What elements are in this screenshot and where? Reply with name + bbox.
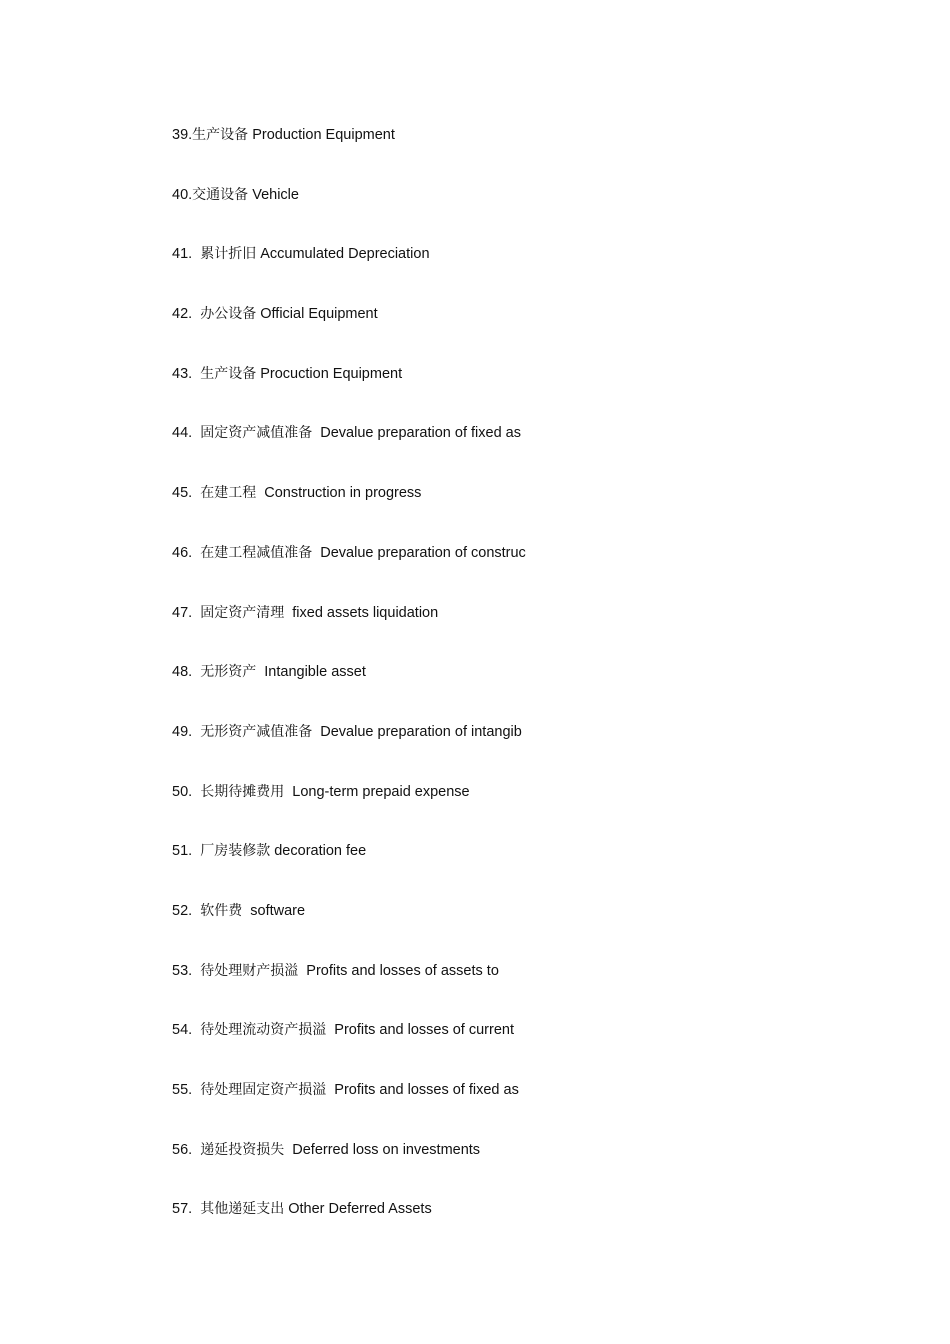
item-number: 50. bbox=[172, 783, 201, 800]
item-number: 45. bbox=[172, 485, 201, 502]
item-english-term: Intangible asset bbox=[256, 664, 366, 681]
item-chinese-term: 生产设备 bbox=[192, 127, 249, 143]
item-number: 46. bbox=[172, 544, 201, 561]
item-chinese-term: 递延投资损失 bbox=[200, 1141, 285, 1158]
account-list bbox=[172, 125, 872, 1259]
list-item bbox=[172, 483, 872, 543]
item-chinese-term: 软件费 bbox=[200, 902, 243, 919]
list-item bbox=[172, 364, 872, 424]
item-english-term: Procuction Equipment bbox=[256, 365, 403, 382]
list-item bbox=[172, 304, 872, 364]
item-number: 48. bbox=[172, 664, 201, 681]
item-chinese-term: 待处理固定资产损溢 bbox=[200, 1082, 327, 1098]
item-english-term: Devalue preparation of intangib bbox=[312, 723, 522, 740]
item-english-term: decoration fee bbox=[270, 843, 367, 860]
item-english-term: software bbox=[242, 902, 306, 919]
list-item bbox=[172, 244, 872, 304]
list-item bbox=[172, 901, 872, 961]
item-english-term: Long-term prepaid expense bbox=[284, 783, 470, 800]
item-chinese-term: 无形资产减值准备 bbox=[200, 723, 313, 740]
list-item bbox=[172, 1140, 872, 1200]
item-number: 43. bbox=[172, 365, 201, 382]
item-chinese-term: 其他递延支出 bbox=[200, 1201, 285, 1218]
item-chinese-term: 固定资产清理 bbox=[200, 604, 285, 621]
item-english-term: Accumulated Depreciation bbox=[256, 246, 430, 263]
item-chinese-term: 待处理财产损溢 bbox=[200, 962, 299, 979]
list-item bbox=[172, 603, 872, 663]
item-number: 51. bbox=[172, 843, 201, 860]
item-number: 49. bbox=[172, 723, 201, 740]
item-chinese-term: 无形资产 bbox=[200, 664, 257, 681]
item-english-term: Devalue preparation of fixed as bbox=[312, 425, 521, 442]
item-chinese-term: 在建工程 bbox=[200, 485, 257, 502]
list-item bbox=[172, 1020, 872, 1080]
item-number: 44. bbox=[172, 425, 201, 442]
item-english-term: Profits and losses of current bbox=[326, 1022, 514, 1039]
item-chinese-term: 交通设备 bbox=[192, 186, 249, 203]
item-chinese-term: 办公设备 bbox=[200, 306, 257, 323]
list-item bbox=[172, 185, 872, 245]
item-chinese-term: 厂房装修款 bbox=[200, 843, 271, 860]
item-chinese-term: 长期待摊费用 bbox=[200, 783, 285, 800]
item-english-term: Official Equipment bbox=[256, 306, 378, 323]
item-chinese-term: 累计折旧 bbox=[200, 246, 257, 263]
item-english-term: Profits and losses of assets to bbox=[298, 962, 499, 979]
item-english-term: Deferred loss on investments bbox=[284, 1141, 481, 1158]
item-english-term: Profits and losses of fixed as bbox=[326, 1082, 519, 1098]
item-number: 53. bbox=[172, 962, 201, 979]
list-item bbox=[172, 662, 872, 722]
item-chinese-term: 固定资产减值准备 bbox=[200, 425, 313, 442]
item-number: 57. bbox=[172, 1201, 201, 1218]
item-number: 56. bbox=[172, 1141, 201, 1158]
list-item bbox=[172, 125, 872, 185]
item-english-term: Production Equipment bbox=[248, 127, 395, 143]
item-number: 41. bbox=[172, 246, 201, 263]
item-chinese-term: 生产设备 bbox=[200, 365, 257, 382]
item-chinese-term: 在建工程减值准备 bbox=[200, 544, 313, 561]
item-number: 52. bbox=[172, 902, 201, 919]
list-item bbox=[172, 782, 872, 842]
item-english-term: Vehicle bbox=[248, 186, 299, 203]
item-english-term: Construction in progress bbox=[256, 485, 422, 502]
list-item bbox=[172, 841, 872, 901]
item-english-term: Devalue preparation of construc bbox=[312, 544, 526, 561]
item-english-term: Other Deferred Assets bbox=[284, 1201, 432, 1218]
item-english-term: fixed assets liquidation bbox=[284, 604, 439, 621]
item-number: 42. bbox=[172, 306, 201, 323]
item-number: 47. bbox=[172, 604, 201, 621]
list-item bbox=[172, 423, 872, 483]
item-number: 39. bbox=[172, 127, 193, 143]
list-item bbox=[172, 543, 872, 603]
item-number: 55. bbox=[172, 1082, 201, 1098]
item-number: 40. bbox=[172, 186, 193, 203]
item-number: 54. bbox=[172, 1022, 201, 1039]
list-item bbox=[172, 961, 872, 1021]
item-chinese-term: 待处理流动资产损溢 bbox=[200, 1022, 327, 1039]
list-item bbox=[172, 722, 872, 782]
list-item bbox=[172, 1199, 872, 1259]
list-item bbox=[172, 1080, 872, 1140]
